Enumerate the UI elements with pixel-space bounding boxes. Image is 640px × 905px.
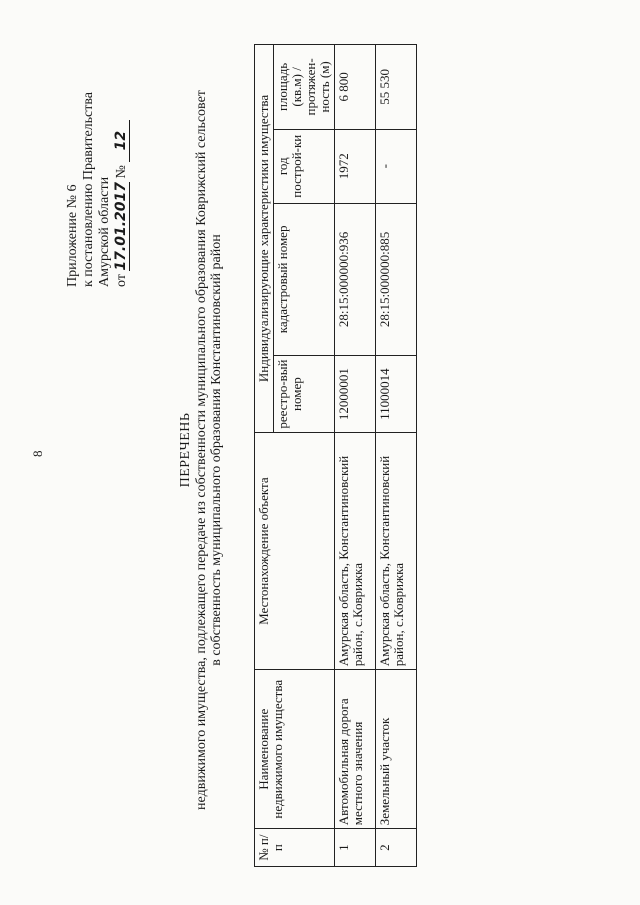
row-num: 2: [376, 829, 417, 867]
appendix-date-line: [113, 7, 130, 287]
row-location: Амурская область, Константиновский район, с.Коврижка: [376, 433, 417, 670]
row-reg-number: 11000014: [376, 356, 417, 433]
header-area: площадь (кв.м) / протяжен-ность (м): [274, 45, 335, 130]
header-cadastral-number: кадастровый номер: [274, 203, 335, 355]
header-characteristics: Индивидуализирующие характеристики имущества: [255, 45, 274, 433]
number-label: №: [114, 165, 129, 179]
header-num: № п/п: [255, 829, 335, 867]
row-name: Земельный участок: [376, 670, 417, 829]
handwritten-number: 12: [113, 120, 130, 162]
row-num: 1: [335, 829, 376, 867]
table-row: [376, 45, 417, 867]
title-heading: ПЕРЕЧЕНЬ: [178, 412, 193, 488]
row-name: Автомобильная дорога местного значения: [335, 670, 376, 829]
row-area: 6 800: [335, 45, 376, 130]
row-reg-number: 12000001: [335, 356, 376, 433]
from-label: от: [114, 274, 129, 287]
row-cadastral-number: 28:15:000000:885: [376, 203, 417, 355]
row-area: 55 530: [376, 45, 417, 130]
appendix-line-1: Приложение № 6: [65, 184, 80, 287]
appendix-line-2: к постановлению Правительства: [81, 91, 96, 287]
table-row: [335, 45, 376, 867]
title-line-1: недвижимого имущества, подлежащего передаче из собственности муниципального образования Коврижский сельсовет: [194, 90, 209, 810]
header-reg-number: реестро-вый номер: [274, 356, 335, 433]
row-location: Амурская область, Константиновский район, с.Коврижка: [335, 433, 376, 670]
title-line-2: в собственность муниципального образования Константиновский район: [209, 234, 224, 666]
row-cadastral-number: 28:15:000000:936: [335, 203, 376, 355]
row-year: -: [376, 129, 417, 203]
header-location: Местонахождение объекта: [255, 433, 335, 670]
document-title: [178, 70, 224, 830]
row-year: 1972: [335, 129, 376, 203]
table-header-row: [255, 45, 274, 867]
appendix-line-3: Амурской области: [97, 176, 112, 287]
appendix-block: [65, 7, 130, 287]
header-name: Наименование недвижимого имущества: [255, 670, 335, 829]
property-table: [254, 44, 417, 867]
handwritten-date: 17.01.2017: [113, 181, 129, 271]
page-number: 8: [30, 450, 45, 457]
header-year: год построй-ки: [274, 129, 335, 203]
